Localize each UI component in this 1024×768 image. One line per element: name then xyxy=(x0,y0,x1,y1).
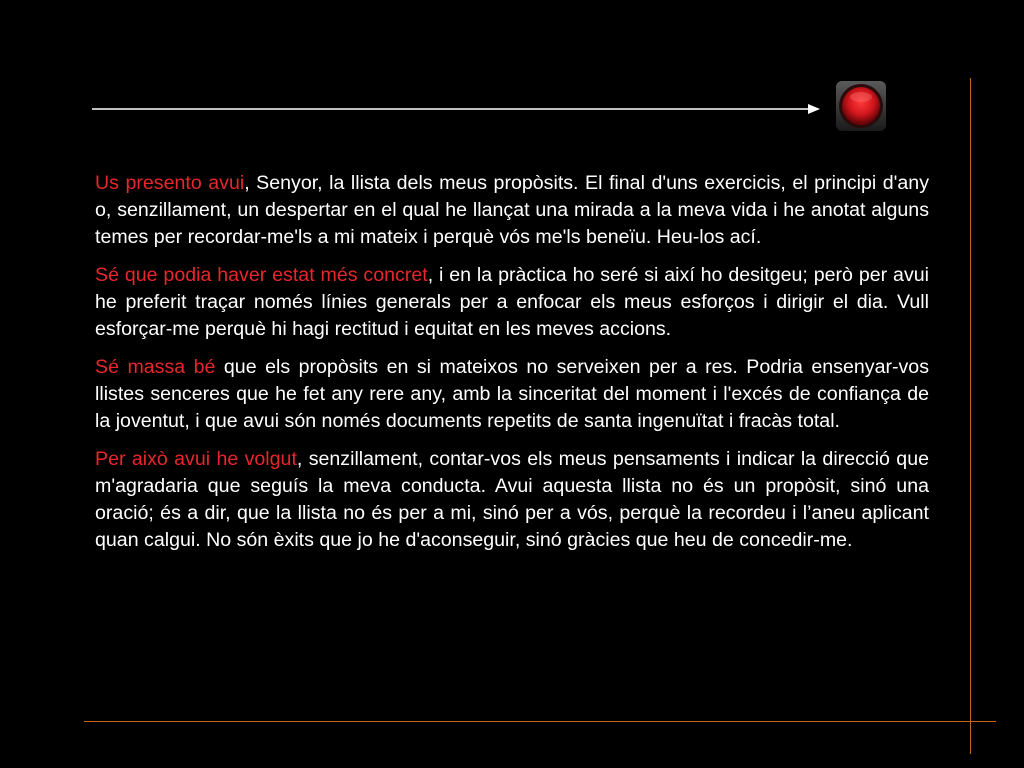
horizontal-frame-line xyxy=(84,721,996,722)
paragraph-text: , senzillament, contar-vos els meus pensaments i indicar la direcció que m'agradaria que seguís la meva conducta. Avui aquesta llista no és un propòsit, sinó una oració; és a dir, que la llista no és per a mi, sinó per a vós, perquè la recordeu i l’aneu aplicant quan calgui. No són èxits que jo he d'aconseguir, sinó gràcies que heu de concedir-me. xyxy=(95,448,930,551)
paragraph-4 xyxy=(95,446,929,554)
paragraph-text: que els propòsits en si mateixos no serveixen per a res. Podria ensenyar-vos llistes senceres que he fet any rere any, amb la sinceritat del moment i l'excés de confiança de la joventut, i que avui són només documents repetits de santa ingenuïtat i fracàs total. xyxy=(95,356,930,432)
paragraph-1 xyxy=(95,170,929,251)
highlighted-phrase: Sé massa bé xyxy=(95,356,216,378)
next-slide-button[interactable] xyxy=(833,79,889,133)
highlighted-phrase: Per això avui he volgut xyxy=(95,448,297,470)
paragraph-text: , i en la pràctica ho seré si així ho desitgeu; però per avui he preferit traçar només línies generals per a enfocar els meus esforços i dirigir el dia. Vull esforçar-me perquè hi hagi rectitud i equitat en les meves accions. xyxy=(95,264,929,340)
highlighted-phrase: Sé que podia haver estat més concret xyxy=(95,264,428,286)
paragraph-text: , Senyor, la llista dels meus propòsits. El final d'uns exercicis, el principi d'any o, senzillament, un despertar en el qual he llançat una mirada a la meva vida i he anotat alguns temes per recordar-me'ls a mi mateix i perquè vós me'ls beneïu. Heu-los ací. xyxy=(95,172,929,248)
vertical-frame-line xyxy=(970,78,971,754)
red-circle-icon xyxy=(833,79,889,133)
highlighted-phrase: Us presento avui xyxy=(95,172,245,194)
right-arrow-icon xyxy=(92,102,822,116)
paragraph-3 xyxy=(95,354,929,435)
prayer-text xyxy=(95,170,929,565)
paragraph-2 xyxy=(95,262,929,343)
